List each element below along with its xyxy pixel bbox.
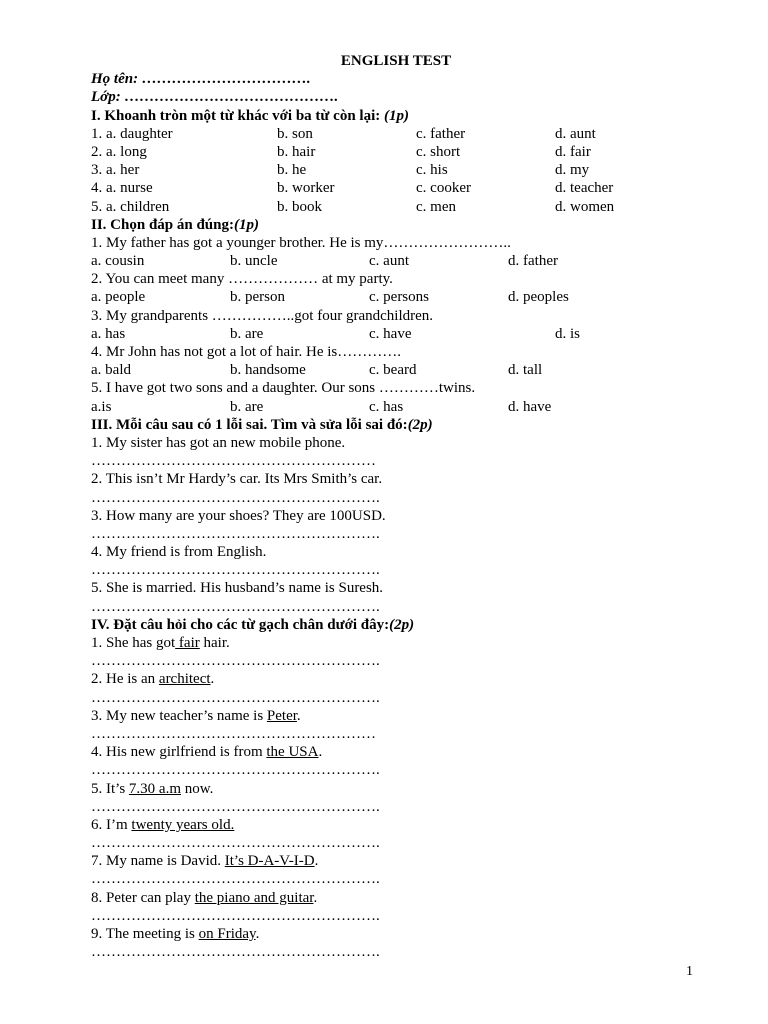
option: a. cousin [91, 253, 145, 270]
question-text [91, 925, 691, 943]
option: d. tall [508, 362, 543, 379]
test-page [91, 52, 691, 961]
question-part: 4. His new girlfriend is from [91, 744, 267, 761]
answer-line[interactable]: …………………………………………………. [91, 562, 380, 579]
answer-line[interactable]: ………………………………………………… [91, 453, 376, 470]
option: 1. a. daughter [91, 125, 173, 142]
section4-points: (2p) [389, 616, 415, 633]
question-text: 3. How many are your shoes? They are 100USD. [91, 507, 386, 524]
question-text: 2. This isn’t Mr Hardy’s car. Its Mrs Smith’s car. [91, 471, 383, 488]
answer-line[interactable]: …………………………………………………. [91, 798, 380, 815]
section1-row [91, 179, 691, 197]
question-part: 8. Peter can play [91, 889, 195, 906]
answer-line[interactable]: …………………………………………………. [91, 907, 380, 924]
option: 2. a. long [91, 143, 147, 160]
question-part: 7. My name is David. [91, 853, 225, 870]
option: d. aunt [555, 125, 596, 142]
option: b. hair [277, 143, 316, 160]
question-text: 1. My sister has got an new mobile phone. [91, 434, 346, 451]
option: c. short [416, 143, 461, 160]
option: a. people [91, 289, 146, 306]
question-part: 6. I’m [91, 816, 132, 833]
option: b. handsome [230, 362, 306, 379]
question-text: 5. I have got two sons and a daughter. Our sons …………twins. [91, 380, 476, 397]
underlined-phrase: twenty years old. [131, 816, 235, 833]
section3-points: (2p) [407, 416, 433, 433]
option: b. he [277, 162, 307, 179]
page-title: ENGLISH TEST [340, 53, 452, 69]
question-part: 3. My new teacher’s name is [91, 707, 267, 724]
question-text [91, 889, 691, 907]
option: d. peoples [508, 289, 569, 306]
section2-questions [91, 234, 691, 416]
section1-row [91, 198, 691, 216]
options-row [91, 361, 691, 379]
question-part: 1. She has got [91, 635, 176, 651]
option: c. father [416, 125, 466, 142]
option: d. have [508, 398, 552, 415]
name-line: Họ tên: ……………………………. [91, 71, 311, 88]
section4-heading-text: IV. Đặt câu hỏi cho các từ gạch chân dưới đây: [91, 616, 390, 633]
options-row [91, 398, 691, 416]
section4-heading [91, 616, 691, 634]
option: c. persons [369, 289, 429, 306]
question-text [91, 780, 691, 798]
section3-heading-text: III. Mỗi câu sau có 1 lỗi sai. Tìm và sửa lỗi sai đó: [91, 416, 408, 433]
section1-row [91, 143, 691, 161]
question-text [91, 852, 691, 870]
answer-line[interactable]: …………………………………………………. [91, 871, 380, 888]
option: d. is [555, 325, 581, 342]
question-text [91, 670, 691, 688]
options-row [91, 325, 691, 343]
question-text [91, 816, 691, 834]
underlined-phrase: It’s D-A-V-I-D [224, 853, 315, 870]
class-line: Lớp: ……………………………………. [91, 89, 339, 106]
option: b. person [230, 289, 285, 306]
underlined-phrase: on Friday [198, 926, 256, 942]
option: 5. a. children [91, 198, 170, 215]
answer-line[interactable]: …………………………………………………. [91, 489, 380, 506]
option: d. father [508, 253, 558, 270]
question-part: . [296, 707, 301, 724]
question-part: . [318, 744, 323, 761]
answer-line[interactable]: …………………………………………………. [91, 525, 380, 542]
option: a. bald [91, 362, 131, 379]
option: a. has [91, 325, 126, 342]
question-text: 3. My grandparents ……………..got four grandchildren. [91, 307, 434, 324]
underlined-phrase: Peter [266, 707, 297, 724]
option: b. worker [277, 180, 335, 197]
question-text: 2. You can meet many ……………… at my party. [91, 271, 393, 288]
underlined-phrase: architect [158, 671, 211, 688]
section1-heading [91, 107, 691, 125]
option: 3. a. her [91, 162, 140, 179]
option: d. my [555, 162, 590, 179]
question-part: now. [181, 780, 214, 797]
question-part: 5. It’s [91, 780, 129, 797]
question-part: hair. [199, 635, 230, 651]
option: c. beard [369, 362, 417, 379]
question-text: 4. My friend is from English. [91, 544, 267, 561]
option: c. men [416, 198, 456, 215]
section2-points: (1p) [234, 216, 259, 233]
section4-questions [91, 634, 691, 961]
section1-row [91, 125, 691, 143]
section1-heading-text: I. Khoanh tròn một từ khác với ba từ còn lại: [91, 107, 384, 124]
underlined-phrase: the USA [266, 744, 319, 761]
answer-line[interactable]: ………………………………………………… [91, 725, 376, 742]
option: c. cooker [416, 180, 471, 197]
section1-row [91, 161, 691, 179]
section1-points: (1p) [384, 107, 409, 124]
option: b. are [230, 325, 264, 342]
answer-line[interactable]: …………………………………………………. [91, 944, 380, 961]
answer-line[interactable]: …………………………………………………. [91, 653, 380, 670]
option: b. book [277, 198, 322, 215]
question-part: . [255, 926, 260, 942]
question-text: 1. My father has got a younger brother. He is my…………………….. [91, 234, 511, 251]
section3-questions [91, 434, 691, 616]
answer-line[interactable]: …………………………………………………. [91, 835, 380, 852]
section2-heading [91, 216, 691, 234]
option: c. have [369, 325, 412, 342]
question-part: 9. The meeting is [91, 926, 199, 942]
option: c. aunt [369, 253, 409, 270]
option: b. are [230, 398, 264, 415]
option: c. his [416, 162, 448, 179]
section1-rows [91, 125, 691, 216]
question-text [91, 634, 691, 652]
option: d. women [555, 198, 615, 215]
option: b. son [277, 125, 313, 142]
underlined-phrase: the piano and guitar [194, 889, 314, 906]
underlined-phrase: 7.30 a.m [128, 780, 181, 797]
option: d. teacher [555, 180, 614, 197]
options-row [91, 252, 691, 270]
question-part: 2. He is an [91, 671, 159, 688]
answer-line[interactable]: …………………………………………………. [91, 762, 380, 779]
question-part: . [314, 853, 319, 870]
question-part: . [313, 889, 318, 906]
question-text [91, 707, 691, 725]
question-text: 5. She is married. His husband’s name is Suresh. [91, 580, 384, 597]
option: c. has [369, 398, 404, 415]
option: 4. a. nurse [91, 180, 153, 197]
question-part: . [210, 671, 215, 688]
answer-line[interactable]: …………………………………………………. [91, 598, 380, 615]
section2-heading-text: II. Chọn đáp án đúng: [91, 216, 234, 233]
question-text: 4. Mr John has not got a lot of hair. He is…………. [91, 344, 401, 360]
option: b. uncle [230, 253, 278, 270]
answer-line[interactable]: …………………………………………………. [91, 689, 380, 706]
option: a.is [91, 398, 112, 415]
section3-heading [91, 416, 691, 434]
options-row [91, 288, 691, 306]
option: d. fair [555, 143, 591, 160]
underlined-phrase: fair [175, 635, 200, 651]
question-text [91, 743, 691, 761]
page-number: 1 [686, 964, 693, 979]
